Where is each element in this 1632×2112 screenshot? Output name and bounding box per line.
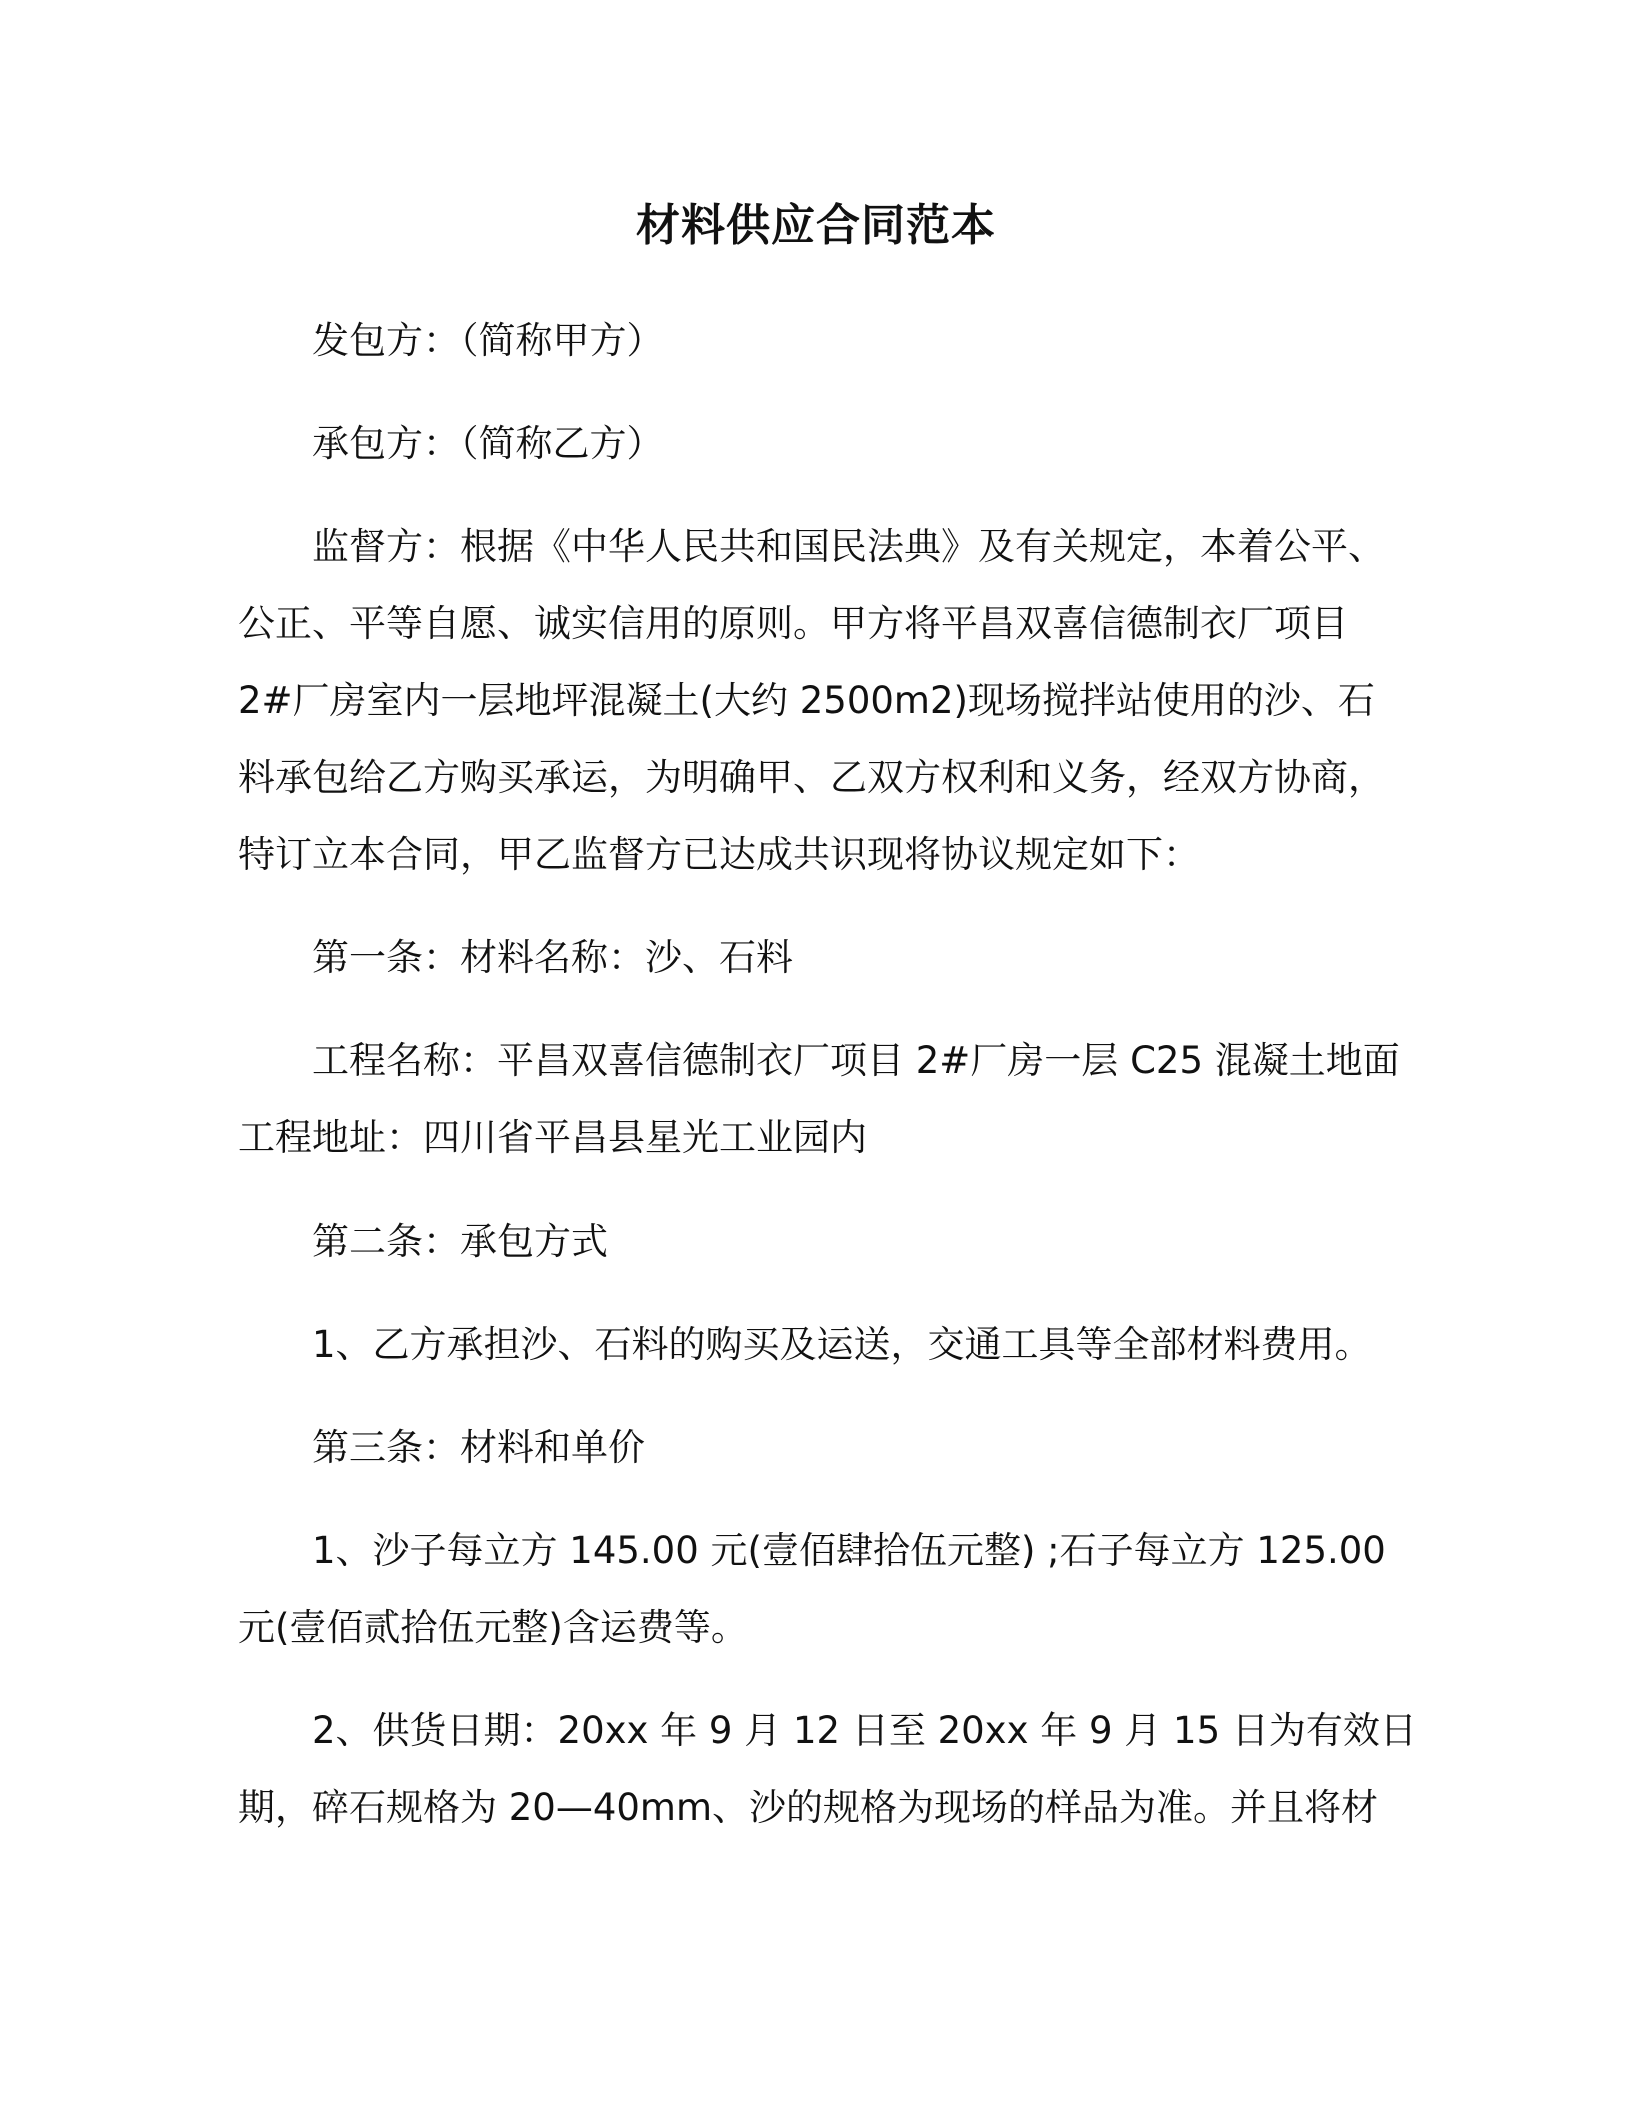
text-line: 第一条：材料名称：沙、石料 <box>312 936 793 979</box>
text-line: 发包方：（简称甲方） <box>312 319 664 362</box>
party-a-line <box>238 302 1402 379</box>
project-info-paragraph <box>238 1022 1402 1176</box>
text-line: 第三条：材料和单价 <box>312 1426 645 1469</box>
text-line: 期，碎石规格为 20—40mm、沙的规格为现场的样品为准。并且将材 <box>238 1786 1379 1829</box>
supervisor-paragraph <box>238 508 1402 893</box>
article-3-item-2 <box>238 1692 1417 1846</box>
article-1-heading <box>238 919 1402 996</box>
party-b-line <box>238 405 1402 482</box>
text-line: 元(壹佰贰拾伍元整)含运费等。 <box>238 1606 748 1649</box>
article-2-item-1 <box>238 1306 1402 1383</box>
document-title: 材料供应合同范本 <box>636 200 996 251</box>
text-line: 2、供货日期：20xx 年 9 月 12 日至 20xx 年 9 月 15 日为有效日 <box>312 1709 1417 1752</box>
text-line: 监督方：根据《中华人民共和国民法典》及有关规定，本着公平、 <box>312 525 1385 568</box>
text-line: 第二条：承包方式 <box>312 1220 608 1263</box>
text-line: 工程地址：四川省平昌县星光工业园内 <box>238 1116 867 1159</box>
text-line: 公正、平等自愿、诚实信用的原则。甲方将平昌双喜信德制衣厂项目 <box>238 602 1348 645</box>
text-line: 料承包给乙方购买承运，为明确甲、乙双方权利和义务，经双方协商， <box>238 756 1385 799</box>
article-3-heading <box>238 1409 1402 1486</box>
text-line: 1、沙子每立方 145.00 元(壹佰肆拾伍元整) ;石子每立方 125.00 <box>312 1529 1386 1572</box>
text-line: 1、乙方承担沙、石料的购买及运送，交通工具等全部材料费用。 <box>312 1323 1372 1366</box>
article-3-item-1 <box>238 1512 1402 1666</box>
text-line: 工程名称：平昌双喜信德制衣厂项目 2#厂房一层 C25 混凝土地面 <box>312 1039 1400 1082</box>
article-2-heading <box>238 1203 1402 1280</box>
text-line: 特订立本合同，甲乙监督方已达成共识现将协议规定如下： <box>238 833 1200 876</box>
text-line: 承包方：（简称乙方） <box>312 422 664 465</box>
text-line: 2#厂房室内一层地坪混凝土(大约 2500m2)现场搅拌站使用的沙、石 <box>238 679 1375 722</box>
